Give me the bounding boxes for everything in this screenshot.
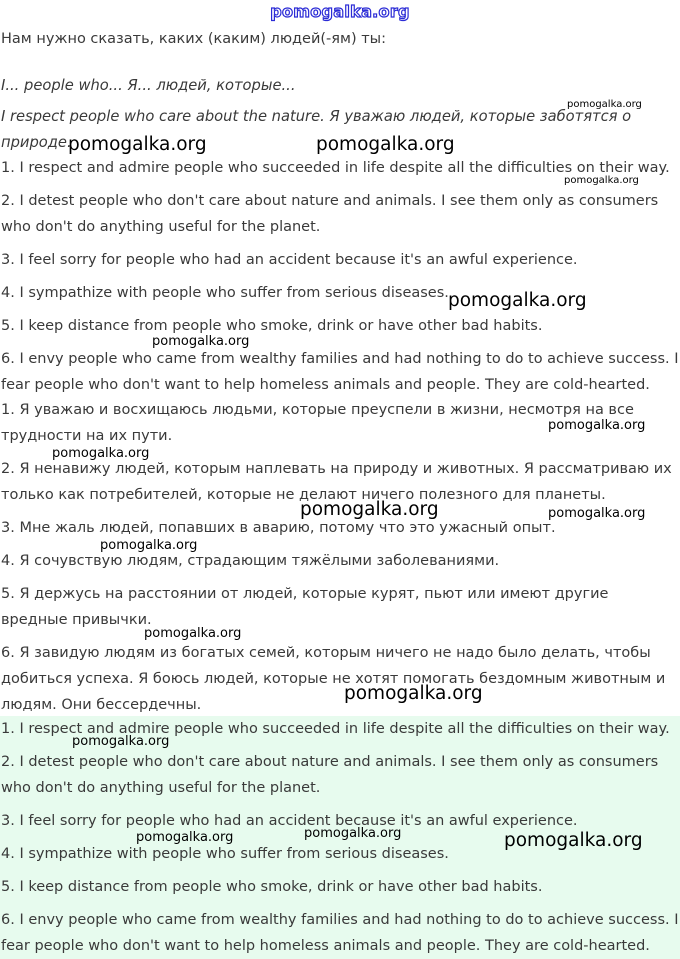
pattern-text: I... people who... Я... людей, которые... (1, 77, 296, 94)
english-sentence-5: 5. I keep distance from people who smoke, drink or have other bad habits. (1, 318, 543, 334)
answer-sentence-2: 2. I detest people who don't care about nature and animals. I see them only as consumers who don't do anything useful for the planet. (1, 754, 659, 796)
watermark: pomogalka.org (100, 538, 198, 553)
russian-sentence-1: 1. Я уважаю и восхищаюсь людьми, которые преуспели в жизни, несмотря на все трудности на их пути. (1, 402, 634, 444)
watermark: pomogalka.org (72, 734, 170, 749)
watermark: pomogalka.org (344, 683, 483, 704)
russian-sentence-4: 4. Я сочувствую людям, страдающим тяжёлыми заболеваниями. (1, 553, 500, 569)
answer-sentence-1: 1. I respect and admire people who succeeded in life despite all the difficulties on their way. (1, 721, 670, 737)
answer-sentence-3: 3. I feel sorry for people who had an accident because it's an awful experience. (1, 813, 578, 829)
english-sentence-3: 3. I feel sorry for people who had an accident because it's an awful experience. (1, 252, 578, 268)
russian-sentence-6: 6. Я завидую людям из богатых семей, которым ничего не надо было делать, чтобы добиться успеха. Я боюсь людей, которые не хотят помогать бездомным животным и людям. Они бессердечны. (1, 645, 666, 713)
answer-sentence-6: 6. I envy people who came from wealthy families and had nothing to do to achieve success. I fear people who don't want to help homeless animals and people. They are cold-hearted. (1, 912, 679, 954)
english-sentence-6: 6. I envy people who came from wealthy families and had nothing to do to achieve success. I fear people who don't want to help homeless animals and people. They are cold-hearted. (1, 351, 679, 393)
example-text-line2: природе. (1, 134, 72, 151)
example-text-line1: I respect people who care about the nature. Я уважаю людей, которые заботятся о (1, 108, 632, 125)
english-sentence-4: 4. I sympathize with people who suffer from serious diseases. (1, 285, 449, 301)
watermark: pomogalka.org (448, 290, 587, 311)
watermark: pomogalka.org (304, 826, 402, 841)
english-sentence-1: 1. I respect and admire people who succeeded in life despite all the difficulties on their way. (1, 160, 670, 176)
watermark: pomogalka.org (52, 446, 150, 461)
watermark: pomogalka.org (136, 830, 234, 845)
watermark: pomogalka.org (564, 175, 639, 186)
watermark: pomogalka.org (152, 334, 250, 349)
watermark: pomogalka.org (316, 134, 455, 155)
watermark: pomogalka.org (504, 830, 643, 851)
watermark: pomogalka.org (68, 134, 207, 155)
russian-sentence-3: 3. Мне жаль людей, попавших в аварию, потому что это ужасный опыт. (1, 520, 556, 536)
english-sentence-2: 2. I detest people who don't care about nature and animals. I see them only as consumers who don't do anything useful for the planet. (1, 193, 659, 235)
answer-sentence-4: 4. I sympathize with people who suffer from serious diseases. (1, 846, 449, 862)
answer-sentence-5: 5. I keep distance from people who smoke, drink or have other bad habits. (1, 879, 543, 895)
watermark: pomogalka.org (548, 506, 646, 521)
site-logo[interactable]: pomogalka.org (270, 2, 410, 21)
watermark: pomogalka.org (548, 418, 646, 433)
russian-sentence-2: 2. Я ненавижу людей, которым наплевать на природу и животных. Я рассматриваю их только как потребителей, которые не делают ничего полезного для планеты. (1, 461, 672, 503)
instruction-text: Нам нужно сказать, каких (каким) людей(-ям) ты: (1, 31, 386, 47)
watermark: pomogalka.org (300, 499, 439, 520)
watermark: pomogalka.org (144, 626, 242, 641)
watermark: pomogalka.org (567, 99, 642, 110)
russian-sentence-5: 5. Я держусь на расстоянии от людей, которые курят, пьют или имеют другие вредные привычки. (1, 586, 609, 628)
